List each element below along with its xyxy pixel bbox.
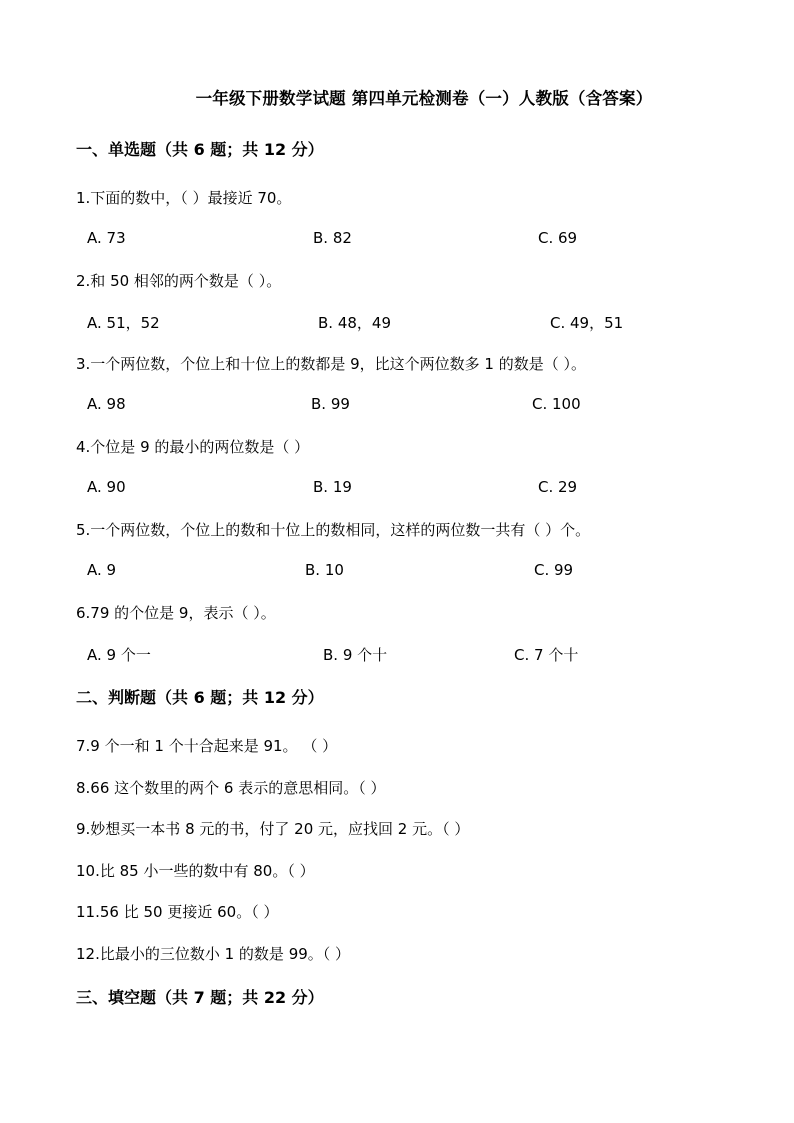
question-5: 5.一个两位数，个位上的数和十位上的数相同，这样的两位数一共有（ ）个。	[76, 521, 591, 539]
question-5-option-c: C. 99	[534, 561, 574, 579]
question-3: 3.一个两位数，个位上和十位上的数都是 9，比这个两位数多 1 的数是（ ）。	[76, 355, 586, 373]
question-10: 10.比 85 小一些的数中有 80。（ ）	[76, 862, 315, 880]
question-4: 4.个位是 9 的最小的两位数是（ ）	[76, 438, 310, 456]
section-heading-true-false: 二、判断题（共 6 题；共 12 分）	[76, 688, 324, 707]
question-6-option-a: A. 9 个一	[87, 646, 151, 664]
question-12: 12.比最小的三位数小 1 的数是 99。（ ）	[76, 945, 351, 963]
question-4-option-c: C. 29	[538, 478, 578, 496]
question-7: 7.9 个一和 1 个十合起来是 91。 （ ）	[76, 737, 338, 755]
question-2-option-a: A. 51，52	[87, 314, 160, 332]
question-6: 6.79 的个位是 9，表示（ ）。	[76, 604, 276, 622]
question-1-option-a: A. 73	[87, 229, 126, 247]
question-2-option-b: B. 48，49	[318, 314, 392, 332]
question-2: 2.和 50 相邻的两个数是（ ）。	[76, 272, 282, 290]
question-1-option-c: C. 69	[538, 229, 578, 247]
question-5-option-b: B. 10	[305, 561, 344, 579]
section-heading-fill-in: 三、填空题（共 7 题；共 22 分）	[76, 988, 324, 1007]
question-3-option-a: A. 98	[87, 395, 126, 413]
question-4-option-b: B. 19	[313, 478, 352, 496]
section-heading-single-choice: 一、单选题（共 6 题；共 12 分）	[76, 140, 324, 159]
question-4-option-a: A. 90	[87, 478, 126, 496]
question-6-option-c: C. 7 个十	[514, 646, 579, 664]
question-11: 11.56 比 50 更接近 60。（ ）	[76, 903, 279, 921]
question-2-option-c: C. 49，51	[550, 314, 624, 332]
question-5-option-a: A. 9	[87, 561, 117, 579]
question-1: 1.下面的数中，（ ）最接近 70。	[76, 189, 292, 207]
question-9: 9.妙想买一本书 8 元的书，付了 20 元，应找回 2 元。（ ）	[76, 820, 470, 838]
question-6-option-b: B. 9 个十	[323, 646, 388, 664]
question-3-option-c: C. 100	[532, 395, 581, 413]
question-8: 8.66 这个数里的两个 6 表示的意思相同。（ ）	[76, 779, 386, 797]
document-title: 一年级下册数学试题 第四单元检测卷（一）人教版（含答案）	[195, 89, 653, 108]
question-3-option-b: B. 99	[311, 395, 350, 413]
question-1-option-b: B. 82	[313, 229, 352, 247]
